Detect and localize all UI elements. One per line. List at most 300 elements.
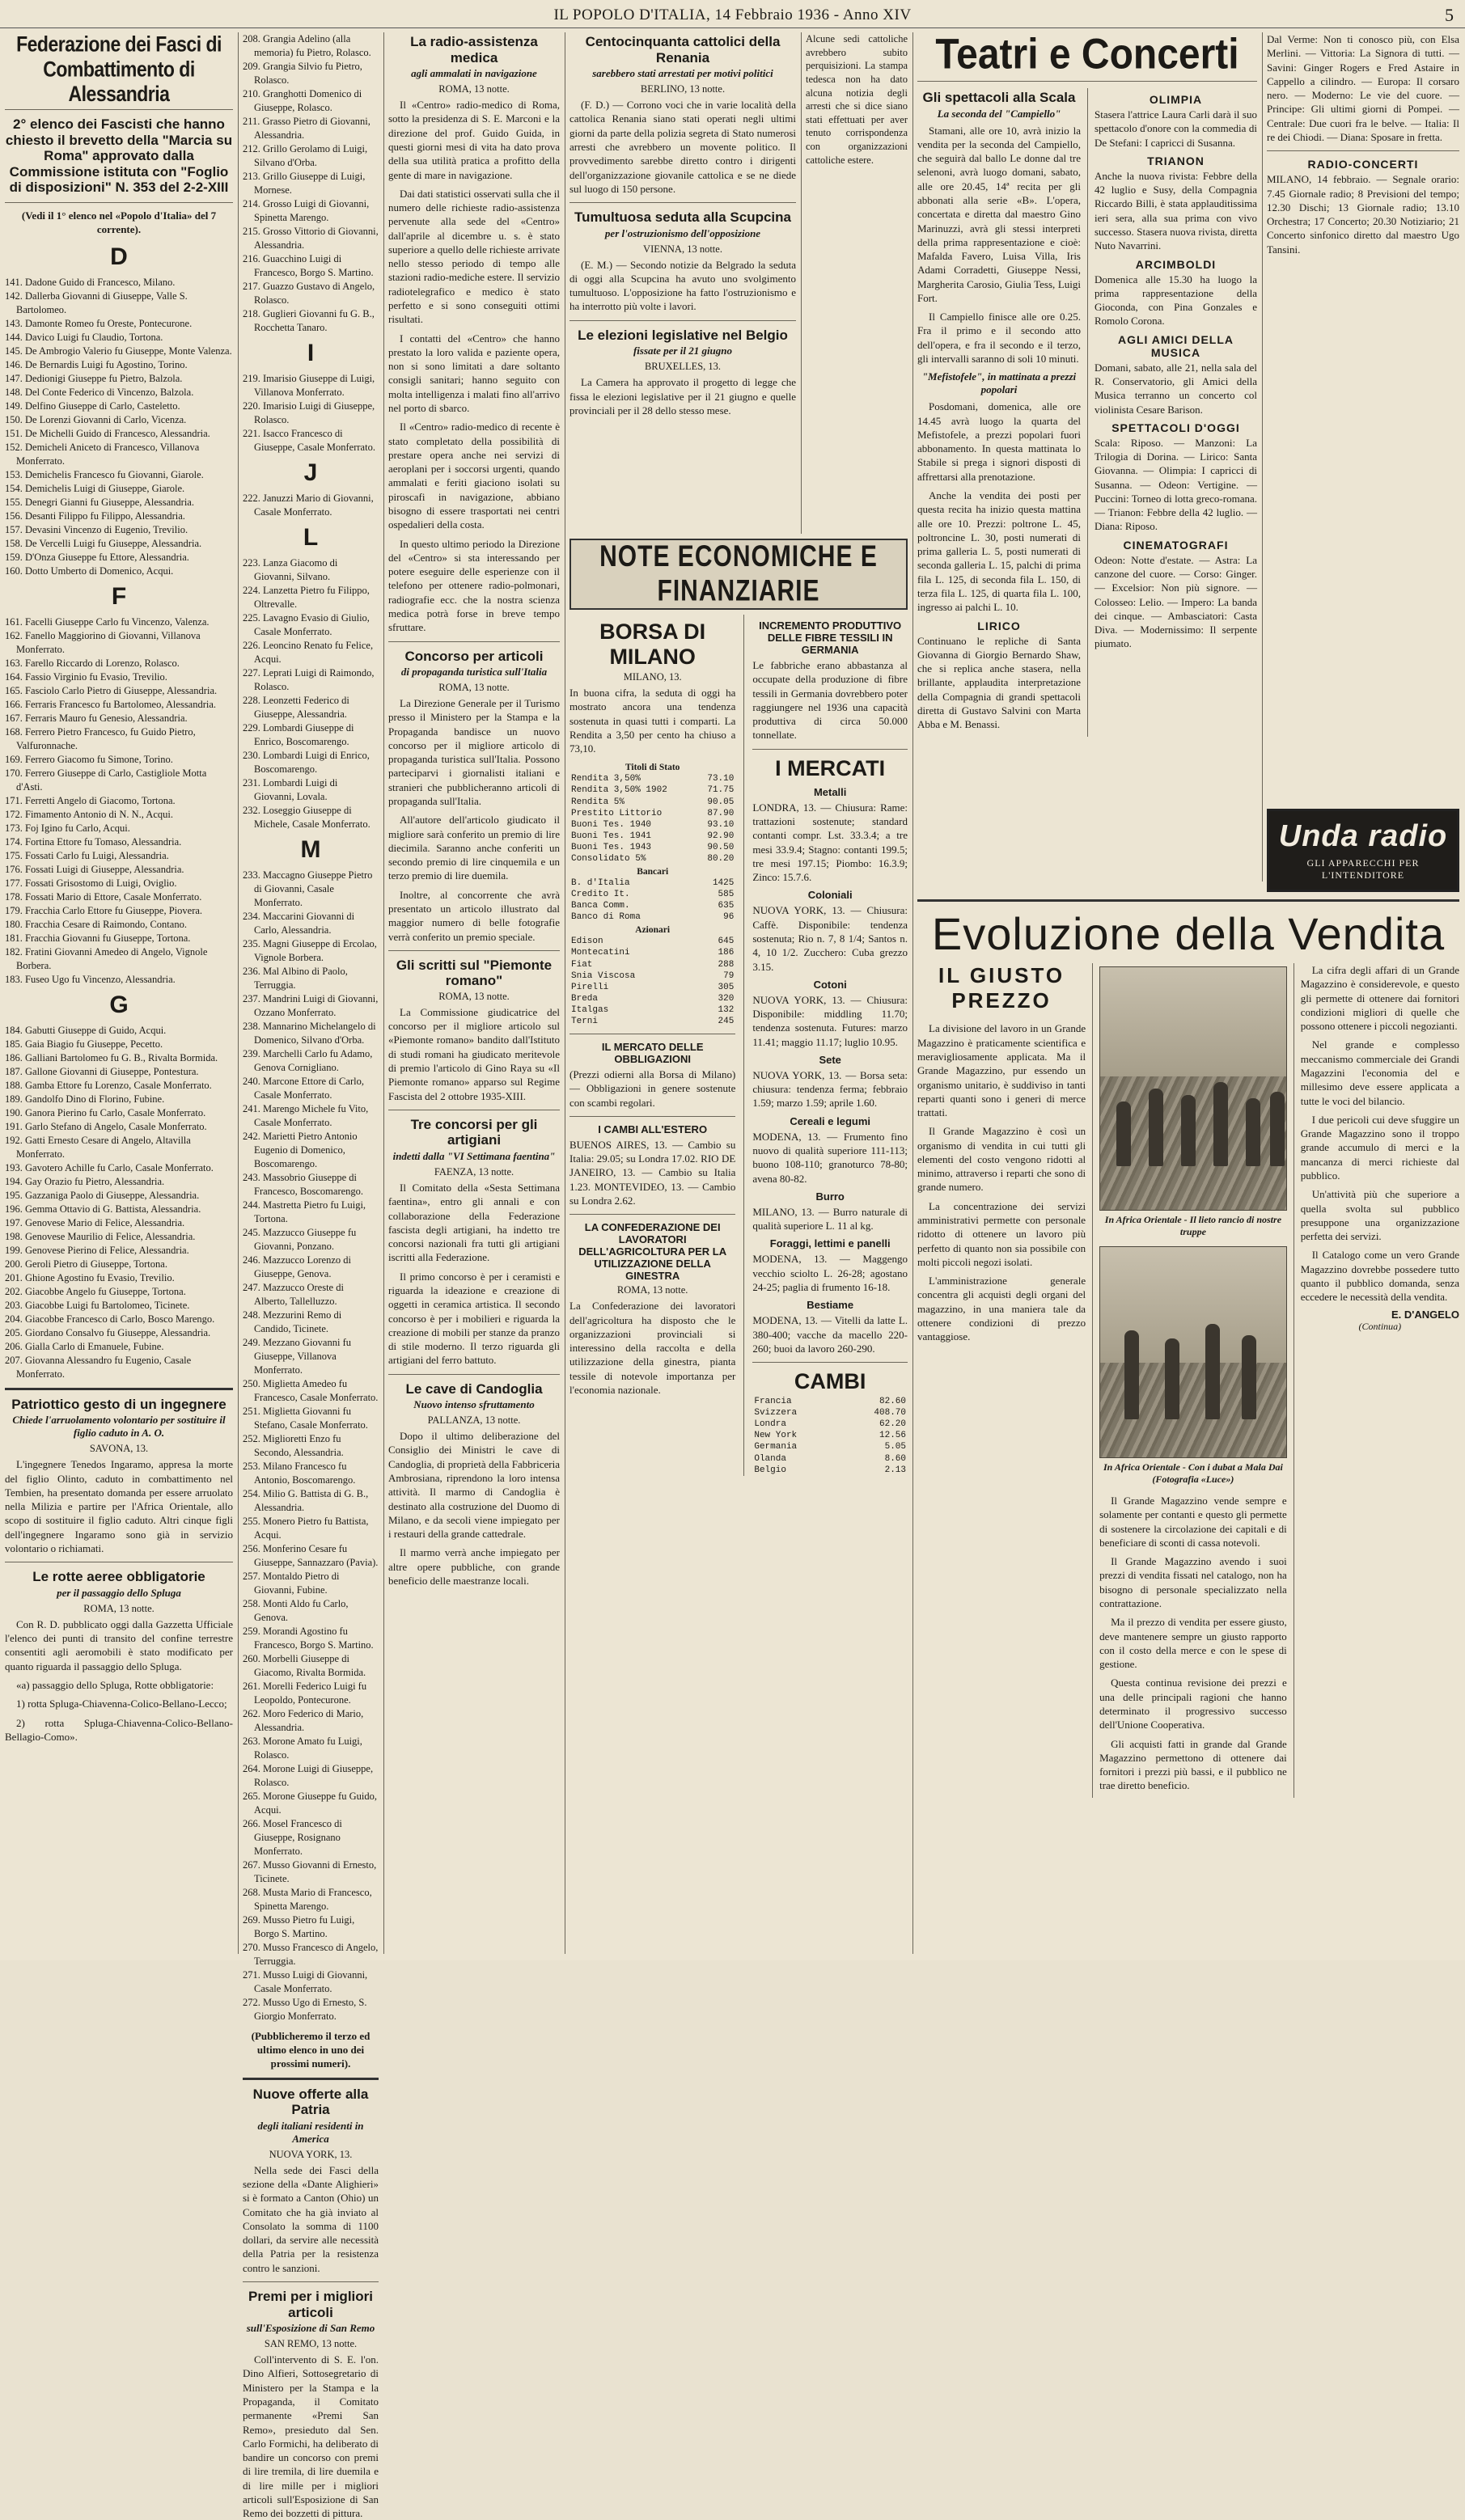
quote-value: 73.10 xyxy=(707,774,735,784)
list-item: 235. Magni Giuseppe di Ercolao, Vignole Borbera. xyxy=(243,938,377,963)
quote-value: 87.90 xyxy=(707,808,735,818)
cinematografi-headline: CINEMATOGRAFI xyxy=(1123,538,1229,552)
list-item: 239. Marchelli Carlo fu Adamo, Genova Cornigliano. xyxy=(243,1048,373,1073)
list-item: 147. Dedionigi Giuseppe fu Pietro, Balzola. xyxy=(5,372,183,384)
paragraph: Questa continua revisione dei prezzi e una delle principali ragioni che hanno determinato il progressivo successo dell'Unione Cooperativa. xyxy=(1099,1676,1287,1731)
paragraph: Il Catalogo come un vero Grande Magazzino dovrebbe possedere tutto quanto il pubblico domanda, senza eccedere le necessità della vendita. xyxy=(1300,1249,1460,1304)
evoluzione-center xyxy=(1099,963,1287,1798)
paragraph: Un'attività più che superiore a quella svolta sul pubblico presuppone una organizzazione perfetta dei servizi. xyxy=(1300,1188,1460,1243)
radio-dateline: ROMA, 13 notte. xyxy=(438,83,510,95)
list-item: 160. Dotto Umberto di Domenico, Acqui. xyxy=(5,564,174,577)
paragraph: Il Grande Magazzino è così un organismo di vendita in cui tutti gli elementi del costo vengono ridotti al minimo, attraverso i reparti che sono di grande numero. xyxy=(917,1125,1086,1194)
evoluzione-headline: Evoluzione della Vendita xyxy=(931,908,1446,959)
bancari-table xyxy=(569,877,735,923)
list-item: 197. Genovese Mario di Felice, Alessandria. xyxy=(5,1216,185,1228)
photo1-caption: In Africa Orientale - Il lieto rancio di nostre truppe xyxy=(1104,1214,1282,1237)
rotte-body xyxy=(5,1617,233,1744)
lirico-headline: LIRICO xyxy=(977,619,1021,632)
table-row xyxy=(569,1016,735,1027)
list-item: 158. De Vercelli Luigi fu Giuseppe, Alessandria. xyxy=(5,537,202,549)
list-item: 174. Fortina Ettore fu Tomaso, Alessandria. xyxy=(5,835,182,848)
list-item: 236. Mal Albino di Paolo, Terruggia. xyxy=(243,966,348,991)
paragraph: Gli acquisti fatti in grande dal Grande Magazzino permettono di ottenere dai fornitori i prezzi più bassi, e il pubblico ne trae diretto beneficio. xyxy=(1099,1737,1287,1792)
concorso-headline: Concorso per articoli xyxy=(404,648,544,664)
list-item: 212. Grillo Gerolamo di Luigi, Silvano d'Orba. xyxy=(243,143,368,168)
amici-musica-headline: AGLI AMICI DELLA MUSICA xyxy=(1117,332,1234,359)
list-item: 272. Musso Ugo di Ernesto, S. Giorgio Monferrato. xyxy=(243,1997,367,2022)
paragraph: La Commissione giudicatrice del concorso per il migliore articolo sul «Piemonte romano» bandito dall'Istituto di studi romani ha giudicato meritevole di premio l'articolo di Gino Raya su «Il Piemonte romano» apparso sul Regime Fascista del 2 ottobre 1935-XIII. xyxy=(388,1005,560,1102)
list-item: 216. Guacchino Luigi di Francesco, Borgo S. Martino. xyxy=(243,253,374,278)
paragraph: Il marmo verrà anche impiegato per altre opere pubbliche, con grande beneficio delle maestranze locali. xyxy=(388,1546,560,1587)
table-row xyxy=(752,1419,908,1430)
list-item: 165. Fasciolo Carlo Pietro di Giuseppe, Alessandria. xyxy=(5,684,218,696)
borsa-dateline: MILANO, 13. xyxy=(623,671,682,683)
paragraph: I contatti del «Centro» che hanno prestato la loro valida e paziente opera, non si sono limitati a dare soltanto consigli sanitari; hanno seguito con molta intelligenza i malati fino all'arrivo nel porto di sbarco. xyxy=(388,332,560,414)
paragraph: Con R. D. pubblicato oggi dalla Gazzetta Ufficiale l'elenco dei punti di transito del confine terrestre consentiti agli aeromobili è stato modificato per quanto riguarda il passaggio dello Spluga. xyxy=(5,1617,233,1672)
column-cinema-radio xyxy=(1267,32,1459,882)
quote-name: Germania xyxy=(754,1442,798,1452)
list-item: 176. Fossati Luigi di Giuseppe, Alessandria. xyxy=(5,863,184,875)
list-item: 188. Gamba Ettore fu Lorenzo, Casale Monferrato. xyxy=(5,1079,212,1091)
quote-value: 79 xyxy=(723,970,735,981)
list-item: 154. Demichelis Luigi di Giuseppe, Giarole. xyxy=(5,482,185,494)
paragraph: Dopo il ultimo deliberazione del Consiglio dei Ministri le cave di Candoglia, di proprietà della Fabbriceria Ambrosiana, riprendono la loro intensa attività. Il marmo di Candoglia è destinato alla costruzione del Duomo di Milano, e da secoli viene impiegato per i restauri della grande cattedrale. xyxy=(388,1430,560,1541)
paragraph: I due pericoli cui deve sfuggire un Grande Magazzino sono il troppo grande accumulo di merci e la mancanza di merci richieste dal pubblico. xyxy=(1300,1113,1460,1182)
list-item: 195. Gazzaniga Paolo di Giuseppe, Alessandria. xyxy=(5,1189,200,1201)
titoli-heading: Titoli di Stato xyxy=(625,763,680,773)
confederazione-body: La Confederazione dei lavoratori dell'agricoltura ha disposto che le organizzazioni provinciali si interessino della raccolta e della utilizzazione della ginestra, pianta tessile di notevole importanza per l'economia nazionale. xyxy=(569,1300,736,1396)
list-item: 208. Grangia Adelino (alla memoria) fu Pietro, Rolasco. xyxy=(243,33,371,58)
trianon-headline: TRIANON xyxy=(1147,154,1205,167)
list-item: 152. Demicheli Aniceto di Francesco, Villanova Monferrato. xyxy=(5,441,200,467)
paragraph: Il primo concorso è per i ceramisti e riguarda la ideazione e creazione di oggetti in ceramica artistica. Il secondo concorso è per i mobilieri e riguarda la creazione di mobili per stanze da pranzo di stile moderno. Il terzo riguarda gli artigiani del ferro battuto. xyxy=(388,1270,560,1367)
quote-name: Belgio xyxy=(754,1465,786,1475)
incremento-headline: INCREMENTO PRODUTTIVO DELLE FIBRE TESSILI IN GERMANIA xyxy=(759,619,902,656)
list-item: 142. Dallerba Giovanni di Giuseppe, Valle S. Bartolomeo. xyxy=(5,290,188,315)
paragraph: Il Grande Magazzino avendo i suoi prezzi di vendita fissati nel catalogo, non ha bisogno di personale specializzato nella contrattazione. xyxy=(1099,1555,1287,1609)
offerte-headline: Nuove offerte alla Patria xyxy=(252,2086,369,2118)
finance-section xyxy=(569,534,908,1954)
evoluzione-section xyxy=(917,899,1459,1954)
list-item: 182. Fratini Giovanni Amedeo di Angelo, Vignole Borbera. xyxy=(5,945,208,971)
quote-name: Montecatini xyxy=(571,948,630,958)
borsa-headline: BORSA DI MILANO xyxy=(599,619,706,669)
list-item: 210. Granghotti Domenico di Giuseppe, Rolasco. xyxy=(243,88,362,113)
quote-value: 245 xyxy=(718,1016,735,1026)
ad-brand: Unda radio xyxy=(1278,819,1448,853)
bancari-heading: Bancari xyxy=(637,867,669,877)
list-item: 254. Milio G. Battista di G. B., Alessandria. xyxy=(243,1488,369,1513)
list-item: 203. Giacobbe Luigi fu Bartolomeo, Ticinete. xyxy=(5,1299,190,1311)
list-item: 189. Gandolfo Dino di Florino, Fubine. xyxy=(5,1093,165,1105)
list-item: 204. Giacobbe Francesco di Carlo, Bosco Marengo. xyxy=(5,1313,215,1325)
quote-name: Buoni Tes. 1940 xyxy=(571,819,652,830)
list-item: 143. Damonte Romeo fu Oreste, Pontecurone. xyxy=(5,317,193,329)
list-item: 219. Imarisio Giuseppe di Luigi, Villanova Monferrato. xyxy=(243,373,375,398)
quote-name: Breda xyxy=(571,993,599,1004)
belgio-sub: fissate per il 21 giugno xyxy=(633,345,733,357)
quote-name: Buoni Tes. 1943 xyxy=(571,842,652,852)
piemonte-body xyxy=(388,1005,560,1103)
list-item: 179. Fracchia Carlo Ettore fu Giuseppe, Piovera. xyxy=(5,904,203,916)
list-item: 240. Marcone Ettore di Carlo, Casale Monferrato. xyxy=(243,1076,364,1101)
table-row xyxy=(569,877,735,889)
list-item: 244. Mastretta Pietro fu Luigi, Tortona. xyxy=(243,1199,366,1224)
list-item: 238. Mannarino Michelangelo di Domenico, Silvano d'Orba. xyxy=(243,1021,376,1046)
cave-headline: Le cave di Candoglia xyxy=(405,1381,543,1397)
cambi-estero-headline: I CAMBI ALL'ESTERO xyxy=(598,1123,708,1135)
list-m xyxy=(243,869,379,2023)
list-item: 177. Fossati Grisostomo di Luigi, Oviglio. xyxy=(5,877,177,889)
borsa-body: In buona cifra, la seduta di oggi ha mostrato ancora una tendenza sostenuta in quasi tutti i comparti. La Rendita a 3,50 per cento ha chiuso a 73,10. xyxy=(569,687,736,755)
list-item: 263. Morone Amato fu Luigi, Rolasco. xyxy=(243,1736,362,1761)
unda-radio-ad xyxy=(1267,809,1459,898)
list-item: 266. Mosel Francesco di Giuseppe, Rosignano Monferrato. xyxy=(243,1818,342,1857)
evoluzione-left xyxy=(917,963,1086,1798)
list-item: 178. Fossati Mario di Ettore, Casale Monferrato. xyxy=(5,890,202,903)
patriottico-sub: Chiede l'arruolamento volontario per sostituire il figlio caduto in A. O. xyxy=(12,1414,226,1440)
metalli-body: LONDRA, 13. — Chiusura: Rame: trattazioni sostenute; standard contanti compr. Lst. 33.3.4; a tre mesi 33.9.4; Stagno: contanti 199.5; tre mesi 197.15; Piombo: 16.3.9; Zinco: 15.7.6. xyxy=(752,801,908,884)
quote-name: Rendita 3,50% 1902 xyxy=(571,785,667,796)
premi-body xyxy=(243,2353,379,2520)
table-row xyxy=(569,936,735,947)
quote-value: 1425 xyxy=(712,878,735,889)
artigiani-body xyxy=(388,1181,560,1368)
list-item: 226. Leoncino Renato fu Felice, Acqui. xyxy=(243,640,374,665)
table-row xyxy=(569,819,735,831)
coloniali-body: NUOVA YORK, 13. — Chiusura: Caffè. Disponibile: tendenza sostenuta; Rio n. 7, 8 1/4; Santos n. 4, 10 1/2. Zucchero: Cuba grezzo 3.15. xyxy=(752,904,908,973)
list-item: 253. Milano Francesco fu Antonio, Boscomarengo. xyxy=(243,1461,356,1486)
quote-value: 62.20 xyxy=(879,1419,907,1430)
quote-value: 408.70 xyxy=(874,1408,907,1419)
list-item: 252. Miglioretti Enzo fu Secondo, Alessandria. xyxy=(243,1433,344,1458)
list-item: 256. Monferino Cesare fu Giuseppe, Sannazzaro (Pavia). xyxy=(243,1543,379,1568)
quote-value: 71.75 xyxy=(707,785,735,796)
list-item: 261. Morelli Federico Luigi fu Leopoldo, Pontecurone. xyxy=(243,1681,367,1706)
table-row xyxy=(569,842,735,853)
column-radio xyxy=(388,32,560,1954)
spettacoli-headline: SPETTACOLI D'OGGI xyxy=(1111,421,1240,434)
list-item: 199. Genovese Pierino di Felice, Alessandria. xyxy=(5,1244,189,1256)
list-d xyxy=(5,276,233,578)
burro-body: MILANO, 13. — Burro naturale di qualità superiore L. 11 al kg. xyxy=(752,1205,908,1233)
artigiani-headline: Tre concorsi per gli artigiani xyxy=(410,1116,538,1148)
list-item: 175. Fossati Carlo fu Luigi, Alessandria. xyxy=(5,849,169,861)
azionari-heading: Azionari xyxy=(635,925,671,936)
list-item: 209. Grangia Silvio fu Pietro, Rolasco. xyxy=(243,61,362,86)
quote-value: 2.13 xyxy=(884,1465,907,1475)
evoluzione-right-body xyxy=(1301,963,1459,1304)
azionari-table xyxy=(569,936,735,1027)
column-fascist-list xyxy=(5,32,233,1954)
list-i xyxy=(243,372,379,455)
list-item: 221. Isacco Francesco di Giuseppe, Casale Monferrato. xyxy=(243,428,375,453)
list-item: 185. Gaia Biagio fu Giuseppe, Pecetto. xyxy=(5,1038,163,1050)
obbligazioni-body: (Prezzi odierni alla Borsa di Milano) — Obbligazioni in genere sostenute con scambi regolari. xyxy=(569,1068,736,1109)
table-row xyxy=(569,900,735,911)
artigiani-dateline: FAENZA, 13 notte. xyxy=(434,1165,514,1178)
radio-sub: agli ammalati in navigazione xyxy=(411,67,537,80)
concorso-body xyxy=(388,696,560,944)
quote-name: New York xyxy=(754,1431,798,1441)
list-item: 198. Genovese Maurilio di Felice, Alessandria. xyxy=(5,1230,196,1242)
patriottico-dateline: SAVONA, 13. xyxy=(89,1443,149,1455)
list-item: 171. Ferretti Angelo di Giacomo, Tortona. xyxy=(5,794,176,806)
closing-note: (Pubblicheremo il terzo ed ultimo elenco in uno dei prossimi numeri). xyxy=(251,2030,370,2070)
list-item: 211. Grasso Pietro di Giovanni, Alessandria. xyxy=(243,116,370,141)
list-item: 180. Fracchia Cesare di Raimondo, Contano. xyxy=(5,918,187,930)
list-item: 267. Musso Giovanni di Ernesto, Ticinete. xyxy=(243,1859,377,1884)
cotoni-body: NUOVA YORK, 13. — Chiusura: Disponibile: middling 11.70; tendenza sostenuta. Futures: marzo 11.41; maggio 11.17; luglio 10.95. xyxy=(752,993,908,1048)
table-row xyxy=(752,1453,908,1465)
teatri-headline: Teatri e Concerti xyxy=(935,31,1239,78)
list-item: 213. Grillo Giuseppe di Luigi, Mornese. xyxy=(243,171,366,196)
quote-name: Snia Viscosa xyxy=(571,970,636,981)
list-item: 155. Denegri Gianni fu Giuseppe, Alessandria. xyxy=(5,496,194,508)
quote-name: Svizzera xyxy=(754,1408,798,1419)
list-item: 220. Imarisio Luigi di Giuseppe, Rolasco. xyxy=(243,400,375,425)
letter-m: M xyxy=(300,836,321,863)
quote-value: 90.50 xyxy=(707,842,735,852)
trianon-body: Anche la nuova rivista: Febbre della 42 luglio e Susy, della Compagnia Riccardo Billi, è stata applauditissima ieri sera, alla sua prima con vivo successo. Stasera nuova rivista, diretta Nuto Navarrini. xyxy=(1094,169,1257,252)
quote-value: 585 xyxy=(718,890,735,900)
table-row xyxy=(569,784,735,796)
quote-name: Rendita 3,50% xyxy=(571,774,641,784)
subhead-elenco: 2° elenco dei Fascisti che hanno chiesto il brevetto della "Marcia su Roma" approvato dalla Commissione istituta con "Foglio di disposizioni" N. 353 del 2-2-XIII xyxy=(5,116,233,196)
list-item: 269. Musso Pietro fu Luigi, Borgo S. Martino. xyxy=(243,1914,355,1939)
list-item: 191. Garlo Stefano di Angelo, Casale Monferrato. xyxy=(5,1120,207,1132)
quote-value: 288 xyxy=(718,959,735,970)
paragraph: L'amministrazione generale concentra gli acquisti degli organi del magazzino, in una maniera tale da ottenere condizioni di prezzo vantaggiose. xyxy=(917,1275,1086,1343)
list-item: 259. Morandi Agostino fu Francesco, Borgo S. Martino. xyxy=(243,1626,374,1651)
list-item: 159. D'Onza Giuseppe fu Ettore, Alessandria. xyxy=(5,551,189,563)
quote-name: Edison xyxy=(571,937,603,947)
evoluzione-center-body xyxy=(1099,1494,1287,1793)
amici-musica-body: Domani, sabato, alle 21, nella sala del R. Conservatorio, gli Amici della Musica terranno un concerto col violinista Cesare Barison. xyxy=(1094,361,1257,416)
mefistofele-headline: "Mefistofele", in mattinata a prezzi popolari xyxy=(921,370,1077,396)
foraggi-headline: Foraggi, lettimi e panelli xyxy=(769,1237,891,1250)
quote-name: Prestito Littorio xyxy=(571,808,663,818)
list-item: 196. Gemma Ottavio di G. Battista, Alessandria. xyxy=(5,1203,201,1215)
concorso-dateline: ROMA, 13 notte. xyxy=(438,682,510,694)
cambi-estero-body: BUENOS AIRES, 13. — Cambio su Italia: 29.05; su Londra 17.02. RIO DE JANEIRO, 13. — Cambio su Italia 1.23. MONTEVIDEO, 13. — Cambio su Londra 2.62. xyxy=(569,1138,736,1207)
table-row xyxy=(752,1407,908,1419)
scala-sub: La seconda del "Campiello" xyxy=(937,107,1061,120)
paragraph: Coll'intervento di S. E. l'on. Dino Alfieri, Sottosegretario di Ministero per la Stampa e la Propaganda, il Comitato permanente «Premi San Remo», presieduto dal Sen. Carlo Formichi, ha deliberato di bandire un concorso con premi di lire tremila, di lire duemila e di lire mille per i migliori articoli sull'Esposizione di San Remo dei bozzetti di pittura. xyxy=(243,2353,379,2520)
list-item: 186. Galliani Bartolomeo fu G. B., Rivalta Bormida. xyxy=(5,1051,218,1063)
paragraph: La concentrazione dei servizi amministrativi permette con personale ridotto di ottenere un lavoro più perfetto di quanto non sia possibile con molti piccoli negozi isolati. xyxy=(917,1199,1086,1268)
sete-headline: Sete xyxy=(819,1053,841,1066)
list-item: 200. Geroli Pietro di Giuseppe, Tortona. xyxy=(5,1258,167,1270)
renania-headline: Centocinquanta cattolici della Renania xyxy=(585,34,781,66)
list-item: 184. Gabutti Giuseppe di Guido, Acqui. xyxy=(5,1024,167,1036)
cereali-body: MODENA, 13. — Frumento fino nuovo di qualità superiore 111-113; buono 108-110; granoturco 78-80; avena 80-82. xyxy=(752,1130,908,1185)
table-row xyxy=(752,1441,908,1452)
renania-sub: sarebbero stati arrestati per motivi politici xyxy=(592,67,773,80)
ad-box xyxy=(1267,809,1459,892)
list-item: 145. De Ambrogio Valerio fu Giuseppe, Monte Valenza. xyxy=(5,345,232,357)
paragraph: Il Comitato della «Sesta Settimana faentina», entro gli annali e con collaborazione della Federazione fascista degli artigiani, ha indetto tre concorsi nazionali fra tutti gli artigiani iscritti alla Federazione. xyxy=(388,1181,560,1264)
list-item: 170. Ferrero Giuseppe di Carlo, Castigliole Motta d'Asti. xyxy=(5,767,207,793)
list-item: 183. Fuseo Ugo fu Vincenzo, Alessandria. xyxy=(5,973,176,985)
confederazione-dateline: ROMA, 13 notte. xyxy=(616,1284,688,1296)
photo-africa-dubat xyxy=(1099,1246,1287,1458)
quote-name: Buoni Tes. 1941 xyxy=(571,831,652,841)
list-item: 251. Miglietta Giovanni fu Stefano, Casale Monferrato. xyxy=(243,1406,368,1431)
offerte-dateline: NUOVA YORK, 13. xyxy=(269,2148,353,2160)
list-item: 245. Mazzucco Giuseppe fu Giovanni, Ponzano. xyxy=(243,1227,357,1252)
quote-value: 90.05 xyxy=(707,797,735,807)
quote-value: 186 xyxy=(718,948,735,958)
paragraph: Dai dati statistici osservati sulla che il numero delle richieste radio-assistenza pervenute alla sede del «Centro» dall'aprile al dicembre u. s. è stato superiore a quello delle richieste arrivate nello stesso periodo di tempo alle stazioni radio-mediche estere. Il servizio radiotelegrafico e medico è stato perfetto e si sono conseguiti ottimi risultati. xyxy=(388,187,560,326)
sete-body: NUOVA YORK, 13. — Borsa seta: chiusura: tendenza ferma; febbraio 1.59; marzo 1.59; aprile 1.60. xyxy=(752,1068,908,1110)
quote-value: 82.60 xyxy=(879,1397,907,1407)
arcimboldi-body: Domenica alle 15.30 ha luogo la prima rappresentazione della Gioconda, con Pina Gonzales e Romolo Corona. xyxy=(1094,273,1257,328)
list-item: 225. Lavagno Evasio di Giulio, Casale Monferrato. xyxy=(243,612,370,637)
photo-africa-rancio xyxy=(1099,966,1287,1211)
paragraph: Il Campiello finisce alle ore 0.25. Fra il primo e il secondo atto dell'opera, e fra il secondo e il terzo, gli intervalli saranno di soli 10 minuti. xyxy=(917,311,1081,366)
list-item: 149. Delfino Giuseppe di Carlo, Casteletto. xyxy=(5,400,180,412)
table-row xyxy=(752,1465,908,1476)
table-row xyxy=(569,911,735,923)
ad-tagline: GLI APPARECCHI PER L'INTENDITORE xyxy=(1306,857,1420,881)
paragraph: «a) passaggio dello Spluga, Rotte obbligatorie: xyxy=(16,1678,214,1691)
list-item: 190. Ganora Pierino fu Carlo, Casale Monferrato. xyxy=(5,1106,206,1118)
cave-sub: Nuovo intenso sfruttamento xyxy=(413,1398,535,1411)
borsa-column xyxy=(569,615,735,1476)
paragraph: In questo ultimo periodo la Direzione del «Centro» si sta interessando per potere eseguire delle esperienze con il telefono per ottenere radio-polmonari, radiografie ecc. che la nostra scienza medica potrà forse in breve tempo sfruttare. xyxy=(388,537,560,634)
prezzo-headline: PREZZO xyxy=(951,988,1052,1013)
burro-headline: Burro xyxy=(815,1190,845,1203)
list-item: 148. Del Conte Federico di Vincenzo, Balzola. xyxy=(5,386,194,398)
list-item: 231. Lombardi Luigi di Giovanni, Lovala. xyxy=(243,777,338,802)
list-item: 153. Demichelis Francesco fu Giovanni, Giarole. xyxy=(5,468,204,480)
page-number: 5 xyxy=(1445,5,1454,25)
teatri-left xyxy=(917,88,1081,737)
letter-d: D xyxy=(110,243,128,270)
table-row xyxy=(569,831,735,842)
list-item: 268. Musta Mario di Francesco, Spinetta Marengo. xyxy=(243,1887,372,1912)
quote-value: 92.90 xyxy=(707,831,735,841)
renania-continued: Alcune sedi cattoliche avrebbero subito perquisizioni. La stampa tedesca non ha dato alcuna notizia degli arresti che si dice siano stati effettuati per aver tenuto corrispondenza con organizzazioni cattoliche estere. xyxy=(806,33,908,166)
cotoni-headline: Cotoni xyxy=(813,978,847,991)
quote-value: 645 xyxy=(718,937,735,947)
quote-name: Italgas xyxy=(571,1004,609,1015)
renania-dateline: BERLINO, 13 notte. xyxy=(640,83,726,95)
renania-body xyxy=(569,98,796,196)
list-f xyxy=(5,615,233,987)
list-item: 156. Desanti Filippo fu Filippo, Alessandria. xyxy=(5,509,185,522)
table-row xyxy=(569,808,735,819)
quote-value: 305 xyxy=(718,982,735,992)
list-item: 224. Lanzetta Pietro fu Filippo, Oltrevalle. xyxy=(243,585,370,610)
signature: E. D'ANGELO xyxy=(1391,1309,1460,1321)
list-item: 167. Ferraris Mauro fu Genesio, Alessandria. xyxy=(5,712,188,724)
column-foreign-news-cont xyxy=(806,32,908,534)
mercati-headline: I MERCATI xyxy=(775,755,886,780)
list-item: 234. Maccarini Giovanni di Carlo, Alessandria. xyxy=(243,911,355,936)
paragraph: Il «Centro» radio-medico di recente è stato completato della possibilità di prestare opera anche nei servizi di aeroplani per i soccorsi urgenti, quando ammalati e feriti giaciono isolati su piroscafi in navigazione, abbiano bisogno di essere trasportati nei centri ospedalieri della costa. xyxy=(388,421,560,531)
list-item: 194. Gay Orazio fu Pietro, Alessandria. xyxy=(5,1175,165,1187)
paragraph: La cifra degli affari di un Grande Magazzino è considerevole, e questo gli permette di ottenere dai fornitori condizioni migliori di quelle che possono ottenere i piccoli negozianti. xyxy=(1300,964,1460,1033)
list-item: 163. Farello Riccardo di Lorenzo, Rolasco. xyxy=(5,657,180,669)
letter-l: L xyxy=(303,524,319,551)
list-item: 218. Guglieri Giovanni fu G. B., Rocchetta Tanaro. xyxy=(243,308,375,333)
premi-sub: sull'Esposizione di San Remo xyxy=(246,2322,375,2335)
list-item: 192. Gatti Ernesto Cesare di Angelo, Altavilla Monferrato. xyxy=(5,1134,191,1160)
quote-value: 635 xyxy=(718,901,735,911)
paragraph: 1) rotta Spluga-Chiavenna-Colico-Bellano-Lecco; xyxy=(16,1698,227,1710)
list-item: 205. Giordano Consalvo fu Giuseppe, Alessandria. xyxy=(5,1326,211,1338)
list-item: 271. Musso Luigi di Giovanni, Casale Monferrato. xyxy=(243,1969,368,1994)
list-item: 151. De Michelli Guido di Francesco, Alessandria. xyxy=(5,427,210,439)
photo2-caption: In Africa Orientale - Con i dubat a Mala Dai (Fotografia «Luce») xyxy=(1103,1461,1283,1485)
belgio-headline: Le elezioni legislative nel Belgio xyxy=(578,327,788,343)
list-item: 262. Moro Federico di Mario, Alessandria. xyxy=(243,1708,364,1733)
list-l xyxy=(243,556,379,831)
cinematografi-body: Odeon: Notte d'estate. — Astra: La canzone del cuore. — Corso: Ginger. — Excelsior: Non più signore. — Colosseo: Lelio. — Impero: La banda dei cinque. — Ambasciatori: Casta Diva. — Modernissimo: Il serpente piumato. xyxy=(1094,553,1257,650)
list-item: 166. Ferraris Francesco fu Bartolomeo, Alessandria. xyxy=(5,698,217,710)
list-item: 247. Mazzucco Oreste di Alberto, Tallelluzzo. xyxy=(243,1282,344,1307)
column-foreign-news xyxy=(569,32,796,534)
list-item: 207. Giovanna Alessandro fu Eugenio, Casale Monferrato. xyxy=(5,1354,192,1380)
quote-value: 96 xyxy=(723,912,735,923)
quote-value: 320 xyxy=(718,993,735,1004)
rotte-sub: per il passaggio dello Spluga xyxy=(57,1586,181,1599)
quote-value: 12.56 xyxy=(879,1431,907,1441)
finance-banner xyxy=(569,539,908,610)
list-j xyxy=(243,492,379,519)
table-row xyxy=(569,993,735,1004)
finance-banner-text: NOTE ECONOMICHE E FINANZIARIE xyxy=(599,539,878,608)
list-item: 206. Gialla Carlo di Emanuele, Fubine. xyxy=(5,1340,164,1352)
radio-body xyxy=(388,98,560,634)
list-item: 257. Montaldo Pietro di Giovanni, Fubine. xyxy=(243,1571,340,1596)
table-row xyxy=(569,970,735,982)
offerte-sub: degli italiani residenti in America xyxy=(257,2119,364,2145)
list-item: 270. Musso Francesco di Angelo, Terruggia. xyxy=(243,1942,379,1967)
list-item: 227. Leprati Luigi di Raimondo, Rolasco. xyxy=(243,667,375,692)
cambi-headline: CAMBI xyxy=(794,1369,866,1394)
list-item: 243. Massobrio Giuseppe di Francesco, Boscomarengo. xyxy=(243,1172,364,1197)
olimpia-headline: OLIMPIA xyxy=(1149,93,1203,106)
list-item: 232. Loseggio Giuseppe di Michele, Casale Monferrato. xyxy=(243,805,370,830)
rotte-dateline: ROMA, 13 notte. xyxy=(83,1602,155,1614)
quote-name: Fiat xyxy=(571,959,593,970)
bestiame-body: MODENA, 13. — Vitelli da latte L. 380-400; vacche da macello 220-260; buoi da lavoro 260-290. xyxy=(752,1314,908,1355)
list-item: 229. Lombardi Giuseppe di Enrico, Boscomarengo. xyxy=(243,722,354,747)
cinema-continued: Dal Verme: Non ti conosco più, con Elsa Merlini. — Vittoria: La Signora di tutti. — Savini: Ginger Rogers e Fred Astaire in Cappello a cilindro. — Europa: Il corsaro nero. — Moderno: Le vie del cuore. — Principe: Gli ultimi giorni di Pompei. — Centrale: Due cuori fra le belve. — Italia: Il re dei Chiodi. — Diana: Sposare in fretta. xyxy=(1267,33,1459,143)
teatri-right xyxy=(1095,88,1257,737)
quote-name: Banca Comm. xyxy=(571,901,630,911)
quote-value: 80.20 xyxy=(707,853,735,864)
quote-name: Banco di Roma xyxy=(571,912,641,923)
bestiame-headline: Bestiame xyxy=(807,1299,854,1312)
cambi-table xyxy=(752,1396,908,1476)
list-item: 246. Mazzucco Lorenzo di Giuseppe, Genova. xyxy=(243,1254,351,1279)
list-item: 181. Fracchia Giovanni fu Giuseppe, Tortona. xyxy=(5,932,191,944)
offerte-body xyxy=(243,2163,379,2275)
list-item: 173. Foj Igino fu Carlo, Acqui. xyxy=(5,822,130,834)
quote-name: Rendita 5% xyxy=(571,797,625,807)
belgio-body xyxy=(569,375,796,417)
masthead-text: IL POPOLO D'ITALIA, 14 Febbraio 1936 - Anno XIV xyxy=(553,6,912,23)
paragraph: Nella sede dei Fasci della sezione della «Dante Alighieri» si è formato a Canton (Ohio) un Comitato che ha già inviato al Consolato la somma di 1100 dollari, da servire alle necessità della Patria per la resistenza contro le sanzioni. xyxy=(243,2163,379,2274)
continua-note: (Continua) xyxy=(1358,1321,1402,1333)
scupcina-dateline: VIENNA, 13 notte. xyxy=(643,243,722,255)
mercati-column xyxy=(752,615,908,1476)
foraggi-body: MODENA, 13. — Maggengo vecchio sciolto L. 26-28; agostano 24-25; paglia di frumento 16-18. xyxy=(752,1253,908,1293)
